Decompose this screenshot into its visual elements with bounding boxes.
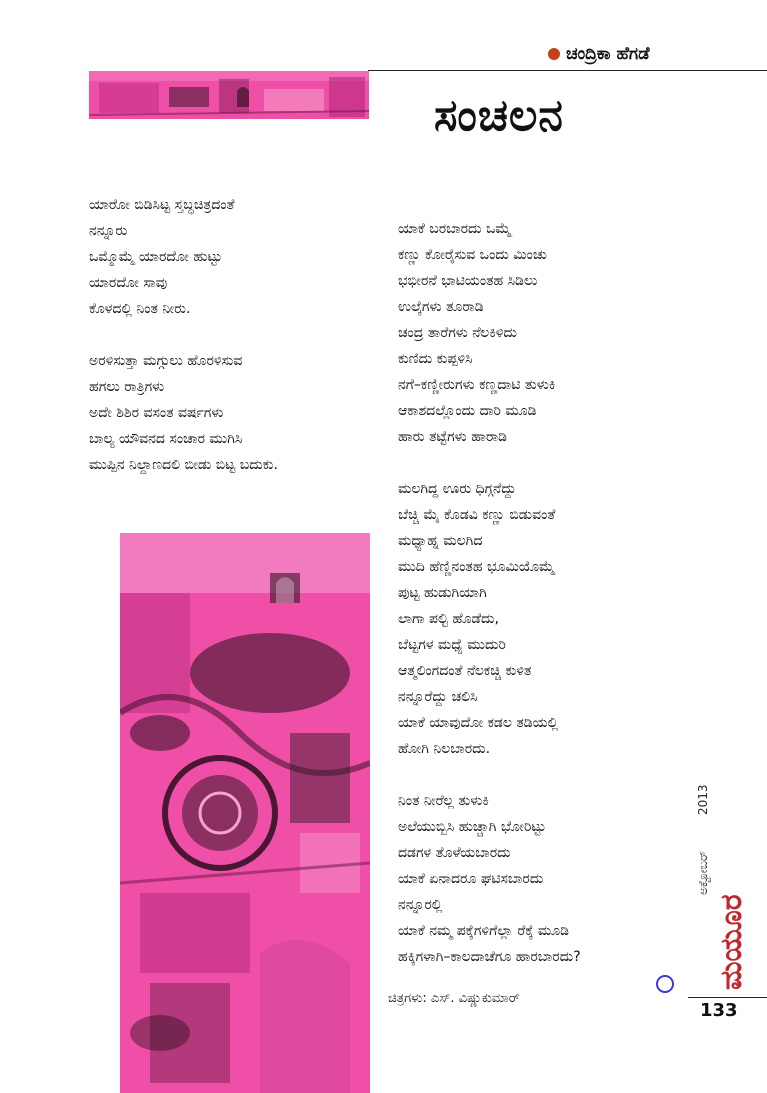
poem-line: ಮುದಿ ಹೆಣ್ಣಿನಂತಹ ಭೂಮಿಯೊಮ್ಮೆ — [398, 559, 555, 575]
magazine-name: ಮಯೂರ — [714, 894, 749, 990]
poem-line: ಆತ್ಮಲಿಂಗದಂತೆ ನೆಲಕಚ್ಚಿ ಕುಳಿತ — [398, 663, 532, 679]
poem-line: ಹಕ್ಕಿಗಳಾಗಿ–ಕಾಲದಾಚೆಗೂ ಹಾರಬಾರದು? — [398, 949, 581, 965]
poem-line: ಮಧ್ಯಾಹ್ನ ಮಲಗಿದ — [398, 533, 483, 549]
poem-line: ಹಗಲು ರಾತ್ರಿಗಳು — [89, 379, 165, 395]
stanza-gap — [398, 450, 581, 476]
author-name: ಚಂದ್ರಿಕಾ ಹೆಗಡೆ — [566, 44, 650, 64]
poem-line: ಯಾಕೆ ಯಾವುದೋ ಕಡಲ ತಡಿಯಲ್ಲಿ — [398, 715, 559, 731]
poem-line: ಮುಪ್ಪಿನ ನಿಲ್ದಾಣದಲಿ ಬೀಡು ಬಿಟ್ಟ ಬದುಕು. — [89, 457, 278, 473]
issue-month: ಅಕ್ಟೋಬರ್ — [696, 850, 710, 895]
poem-line: ಭಭೀರನೆ ಭಾಟಿಯಂತಹ ಸಿಡಿಲು — [398, 273, 538, 289]
poem-line: ಮಲಗಿದ್ದ ಊರು ಧಿಗ್ಗನೆದ್ದು — [398, 481, 517, 497]
poem-line: ಹೋಗಿ ನಿಲಬಾರದು. — [398, 741, 491, 757]
poem-title: ಸಂಚಲನ — [434, 90, 564, 141]
poem-line: ಚಂದ್ರ ತಾರೆಗಳು ನೆಲಕಿಳಿದು — [398, 325, 517, 341]
author-byline — [548, 44, 650, 64]
poem-line: ಕೊಳದಲ್ಲಿ ನಿಂತ ನೀರು. — [89, 301, 191, 317]
blue-circle-icon — [656, 975, 674, 993]
poem-line: ಬೆಟ್ಟಗಳ ಮಧ್ಯೆ ಮುದುರಿ — [398, 637, 506, 653]
poem-line: ಯಾಕೆ ನಮ್ಮ ಪಕ್ಕೆಗಳಿಗೆಲ್ಲಾ ರೆಕ್ಕೆ ಮೂಡಿ — [398, 923, 570, 939]
stanza-gap — [89, 322, 278, 348]
poem-line: ಬೆಚ್ಚಿ ಮೈ ಕೊಡವಿ ಕಣ್ಣು ಬಿಡುವಂತೆ — [398, 507, 556, 523]
poem-line: ನನ್ನೂರಲ್ಲಿ — [398, 897, 443, 913]
stanza-gap — [398, 762, 581, 788]
header-divider — [368, 70, 767, 71]
poem-line: ಅರಳಿಸುತ್ತಾ ಮಗ್ಗುಲು ಹೊರಳಿಸುವ — [89, 353, 243, 369]
issue-year: 2013 — [696, 784, 710, 815]
poem-line: ಬಾಲ್ಯ ಯೌವನದ ಸಂಚಾರ ಮುಗಿಸಿ — [89, 431, 243, 447]
poem-line: ಒಮ್ಮೊಮ್ಮೆ ಯಾರದೋ ಹುಟ್ಟು — [89, 249, 223, 265]
poem-line: ಯಾರದೋ ಸಾವು — [89, 275, 168, 291]
poem-line: ಲಾಗಾ ಪಲ್ಟಿ ಹೊಡೆದು, — [398, 611, 499, 627]
vertical-masthead — [676, 775, 749, 995]
page-number: 133 — [700, 1000, 738, 1021]
poem-line: ಉಲ್ಕೆಗಳು ತೂರಾಡಿ — [398, 299, 484, 315]
top-photo-strip — [89, 71, 369, 119]
poem-line: ದಡಗಳ ತೊಳೆಯಬಾರದು — [398, 845, 511, 861]
poem-line: ನನ್ನೂರೆದ್ದು ಚಲಿಸಿ — [398, 689, 478, 705]
poem-line: ನಿಂತ ನೀರೆಲ್ಲ ತುಳುಕಿ — [398, 793, 489, 809]
poem-line: ಆಕಾಶದಲ್ಲೊಂದು ದಾರಿ ಮೂಡಿ — [398, 403, 537, 419]
poem-right-column — [398, 216, 581, 970]
poem-line: ಯಾರೋ ಬಿಡಿಸಿಟ್ಟ ಸ್ತಬ್ಧಚಿತ್ರದಂತೆ — [89, 197, 235, 213]
poem-line: ಯಾಕೆ ಬರಬಾರದು ಒಮ್ಮೆ — [398, 221, 512, 237]
poem-line: ಕುಣಿದು ಕುಪ್ಪಳಿಸಿ — [398, 351, 473, 367]
poem-line: ಯಾಕೆ ಏನಾದರೂ ಘಟಿಸಬಾರದು — [398, 871, 544, 887]
image-credit: ಚಿತ್ರಗಳು: ಎಸ್. ವಿಷ್ಣುಕುಮಾರ್ — [388, 991, 520, 1006]
poem-left-column — [89, 192, 278, 478]
poem-line: ಅದೇ ಶಿಶಿರ ವಸಂತ ವರ್ಷಗಳು — [89, 405, 224, 421]
main-photo-collage — [120, 533, 370, 1093]
footer-divider — [688, 997, 767, 998]
poem-line: ಪುಟ್ಟ ಹುಡುಗಿಯಾಗಿ — [398, 585, 487, 601]
poem-line: ನಗೆ–ಕಣ್ಣೀರುಗಳು ಕಣ್ಣದಾಟಿ ತುಳುಕಿ — [398, 377, 556, 393]
poem-line: ಕಣ್ಣು ಕೋರೈಸುವ ಒಂದು ಮಿಂಚು — [398, 247, 547, 263]
bullet-dot-icon — [548, 48, 560, 60]
poem-line: ಅಲೆಯುಬ್ಬಿಸಿ ಹುಚ್ಚಾಗಿ ಭೋರಿಟ್ಟು — [398, 819, 546, 835]
poem-line: ಹಾರು ತಟ್ಟೆಗಳು ಹಾರಾಡಿ — [398, 429, 508, 445]
poem-line: ನನ್ನೂರು — [89, 223, 128, 239]
